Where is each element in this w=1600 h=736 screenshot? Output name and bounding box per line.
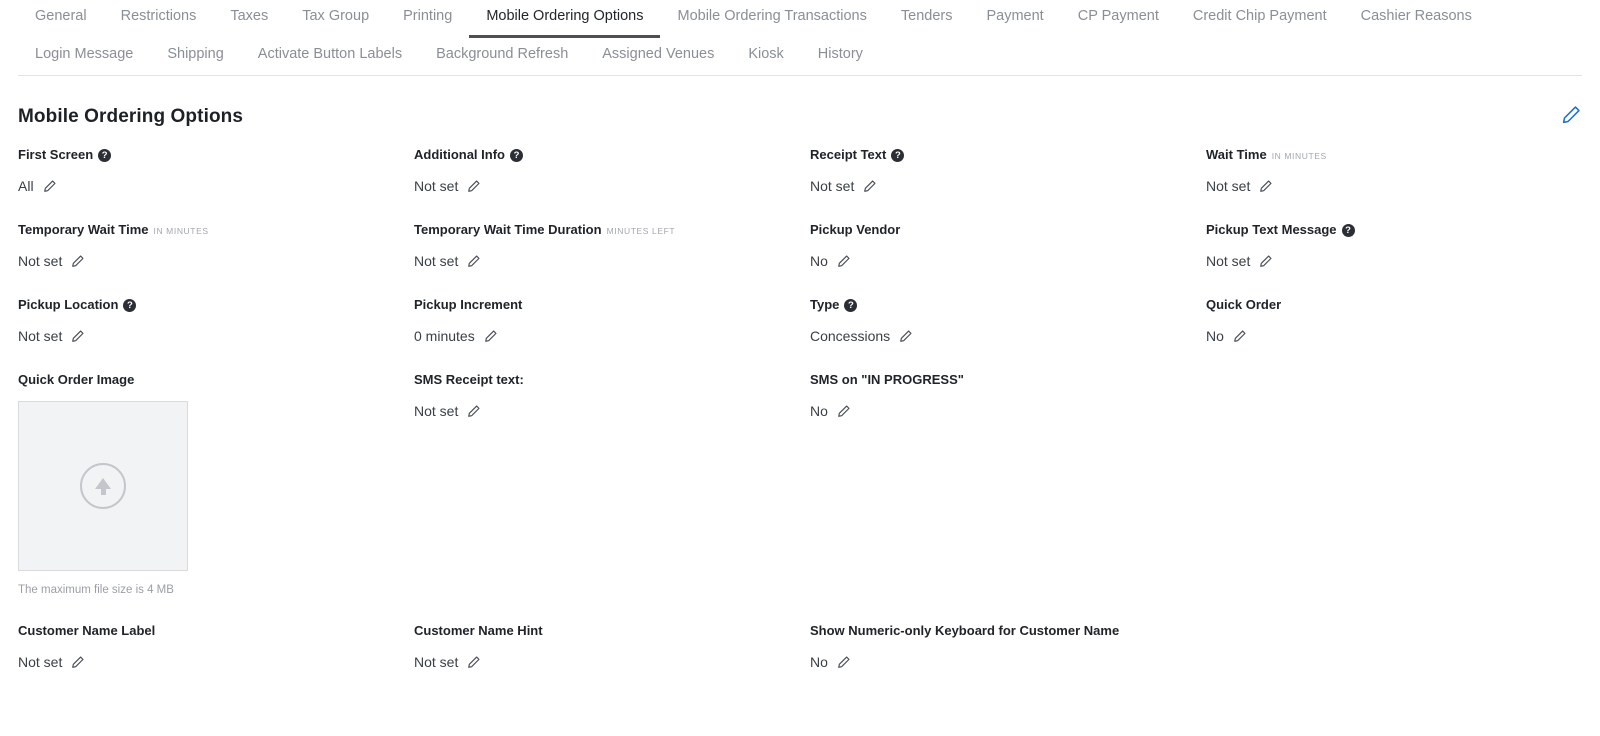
field-value: 0 minutes <box>414 327 475 344</box>
edit-pencil-icon[interactable] <box>1259 254 1273 268</box>
field-receipt-text <box>810 147 1206 222</box>
field-customer-name-label <box>18 623 414 698</box>
tab-tenders[interactable]: Tenders <box>900 8 953 24</box>
field-temporary-wait-time <box>18 222 414 297</box>
field-sms-receipt-text <box>414 372 810 623</box>
edit-pencil-icon[interactable] <box>1233 329 1247 343</box>
field-label <box>18 623 414 639</box>
field-label-text: Quick Order <box>1206 297 1282 312</box>
field-additional-info <box>414 147 810 222</box>
field-label-hint: IN MINUTES <box>153 226 209 236</box>
edit-pencil-icon[interactable] <box>863 179 877 193</box>
tab-tax-group[interactable]: Tax Group <box>302 8 370 24</box>
field-value-row <box>18 251 414 270</box>
tab-general[interactable]: General <box>35 8 87 24</box>
field-value-row <box>414 176 810 195</box>
tab-login-message[interactable]: Login Message <box>35 46 134 62</box>
field-quick-order-image <box>18 372 414 623</box>
tab-row-primary <box>18 0 1582 38</box>
edit-pencil-icon[interactable] <box>43 179 57 193</box>
field-value: Not set <box>414 252 459 269</box>
tab-navigation <box>0 0 1600 76</box>
field-value-row <box>810 251 1206 270</box>
edit-pencil-icon[interactable] <box>837 404 851 418</box>
tab-activate-button-labels[interactable]: Activate Button Labels <box>257 46 403 62</box>
field-label <box>810 623 1206 639</box>
field-label-text: Pickup Location <box>18 297 119 312</box>
field-value-row <box>810 401 1206 420</box>
edit-pencil-icon[interactable] <box>837 655 851 669</box>
edit-pencil-icon[interactable] <box>1259 179 1273 193</box>
grid-spacer <box>1206 372 1600 623</box>
tab-taxes[interactable]: Taxes <box>230 8 269 24</box>
field-value-row <box>810 652 1206 671</box>
edit-pencil-icon[interactable] <box>467 179 481 193</box>
tab-credit-chip-payment[interactable]: Credit Chip Payment <box>1192 8 1327 24</box>
field-label-text: Temporary Wait Time <box>18 222 149 237</box>
field-label <box>414 222 810 238</box>
tabbar-divider <box>18 75 1582 76</box>
field-value-row <box>414 401 810 420</box>
help-icon[interactable]: ? <box>123 299 136 312</box>
field-label <box>414 147 810 163</box>
field-label <box>414 297 810 313</box>
field-label-text: Pickup Increment <box>414 297 523 312</box>
field-label-text: Receipt Text <box>810 147 887 162</box>
field-label <box>18 147 414 163</box>
field-label <box>810 297 1206 313</box>
field-value: Not set <box>1206 177 1251 194</box>
field-value-row <box>1206 251 1600 270</box>
field-label-text: Customer Name Hint <box>414 623 543 638</box>
field-label-hint: IN MINUTES <box>1271 151 1327 161</box>
edit-pencil-icon[interactable] <box>71 329 85 343</box>
tab-payment[interactable]: Payment <box>986 8 1044 24</box>
field-value-row <box>414 326 810 345</box>
field-pickup-text-message <box>1206 222 1600 297</box>
field-label <box>18 222 414 238</box>
tab-mobile-ordering-options[interactable]: Mobile Ordering Options <box>469 0 660 38</box>
field-value: No <box>1206 327 1224 344</box>
field-label-text: Show Numeric-only Keyboard for Customer Name <box>810 623 1120 638</box>
field-sms-on-in-progress <box>810 372 1206 623</box>
field-value: Not set <box>18 653 63 670</box>
field-value-row <box>18 176 414 195</box>
field-label-text: Customer Name Label <box>18 623 156 638</box>
edit-pencil-icon[interactable] <box>71 655 85 669</box>
page-header <box>0 76 1600 129</box>
help-icon[interactable]: ? <box>1342 224 1355 237</box>
tab-restrictions[interactable]: Restrictions <box>120 8 197 24</box>
field-label-text: Quick Order Image <box>18 372 135 387</box>
field-label <box>810 372 1206 388</box>
field-label-text: First Screen <box>18 147 94 162</box>
field-label <box>1206 297 1600 313</box>
field-value-row <box>18 326 414 345</box>
field-pickup-increment <box>414 297 810 372</box>
tab-kiosk[interactable]: Kiosk <box>748 46 784 62</box>
field-value: Not set <box>414 653 459 670</box>
field-pickup-vendor <box>810 222 1206 297</box>
edit-pencil-icon[interactable] <box>899 329 913 343</box>
field-label-text: Wait Time <box>1206 147 1267 162</box>
quick-order-image-upload[interactable] <box>18 401 188 571</box>
upload-size-note: The maximum file size is 4 MB <box>18 584 174 596</box>
grid-spacer <box>1206 623 1600 698</box>
help-icon[interactable]: ? <box>891 149 904 162</box>
edit-page-pencil-icon[interactable] <box>1561 104 1582 129</box>
tab-cp-payment[interactable]: CP Payment <box>1077 8 1159 24</box>
field-value: No <box>810 402 828 419</box>
field-label <box>18 372 414 388</box>
help-icon[interactable]: ? <box>844 299 857 312</box>
field-value: Not set <box>414 177 459 194</box>
tab-background-refresh[interactable]: Background Refresh <box>436 46 569 62</box>
field-label-text: Pickup Text Message <box>1206 222 1337 237</box>
help-icon[interactable]: ? <box>510 149 523 162</box>
tab-assigned-venues[interactable]: Assigned Venues <box>602 46 715 62</box>
field-value-row <box>18 652 414 671</box>
field-label-text: SMS on "IN PROGRESS" <box>810 372 964 387</box>
field-value-row <box>414 652 810 671</box>
field-label <box>414 372 810 388</box>
field-value: All <box>18 177 34 194</box>
field-label <box>810 222 1206 238</box>
field-value: Not set <box>1206 252 1251 269</box>
field-label <box>18 297 414 313</box>
tab-row-secondary <box>18 38 1582 76</box>
field-value: Not set <box>18 252 63 269</box>
field-value-row <box>414 251 810 270</box>
field-value: Not set <box>810 177 855 194</box>
field-value-row <box>1206 326 1600 345</box>
field-label <box>1206 222 1600 238</box>
field-label <box>810 147 1206 163</box>
field-label <box>1206 147 1600 163</box>
tab-shipping[interactable]: Shipping <box>167 46 224 62</box>
tab-history[interactable]: History <box>817 46 863 62</box>
tab-cashier-reasons[interactable]: Cashier Reasons <box>1360 8 1472 24</box>
field-label-text: Temporary Wait Time Duration <box>414 222 602 237</box>
field-value: No <box>810 653 828 670</box>
edit-pencil-icon[interactable] <box>837 254 851 268</box>
field-value-row <box>810 176 1206 195</box>
field-type <box>810 297 1206 372</box>
edit-pencil-icon[interactable] <box>484 329 498 343</box>
field-label-text: Type <box>810 297 840 312</box>
edit-pencil-icon[interactable] <box>467 404 481 418</box>
field-pickup-location <box>18 297 414 372</box>
field-wait-time <box>1206 147 1600 222</box>
edit-pencil-icon[interactable] <box>467 655 481 669</box>
edit-pencil-icon[interactable] <box>71 254 85 268</box>
help-icon[interactable]: ? <box>98 149 111 162</box>
field-customer-name-hint <box>414 623 810 698</box>
field-value: Not set <box>18 327 63 344</box>
field-value: Concessions <box>810 327 891 344</box>
field-show-numeric-only-keyboard-for-customer-name <box>810 623 1206 698</box>
field-label-hint: MINUTES LEFT <box>606 226 676 236</box>
field-value-row <box>810 326 1206 345</box>
field-label <box>414 623 810 639</box>
field-temporary-wait-time-duration <box>414 222 810 297</box>
upload-arrow-icon <box>80 463 126 509</box>
field-value-row <box>1206 176 1600 195</box>
tab-printing[interactable]: Printing <box>403 8 453 24</box>
tab-mobile-ordering-transactions[interactable]: Mobile Ordering Transactions <box>677 8 867 24</box>
edit-pencil-icon[interactable] <box>467 254 481 268</box>
field-value: Not set <box>414 402 459 419</box>
field-quick-order <box>1206 297 1600 372</box>
field-label-text: SMS Receipt text: <box>414 372 524 387</box>
field-label-text: Pickup Vendor <box>810 222 901 237</box>
field-label-text: Additional Info <box>414 147 505 162</box>
field-first-screen <box>18 147 414 222</box>
page-title: Mobile Ordering Options <box>18 105 244 127</box>
field-value: No <box>810 252 828 269</box>
options-grid <box>0 129 1600 698</box>
